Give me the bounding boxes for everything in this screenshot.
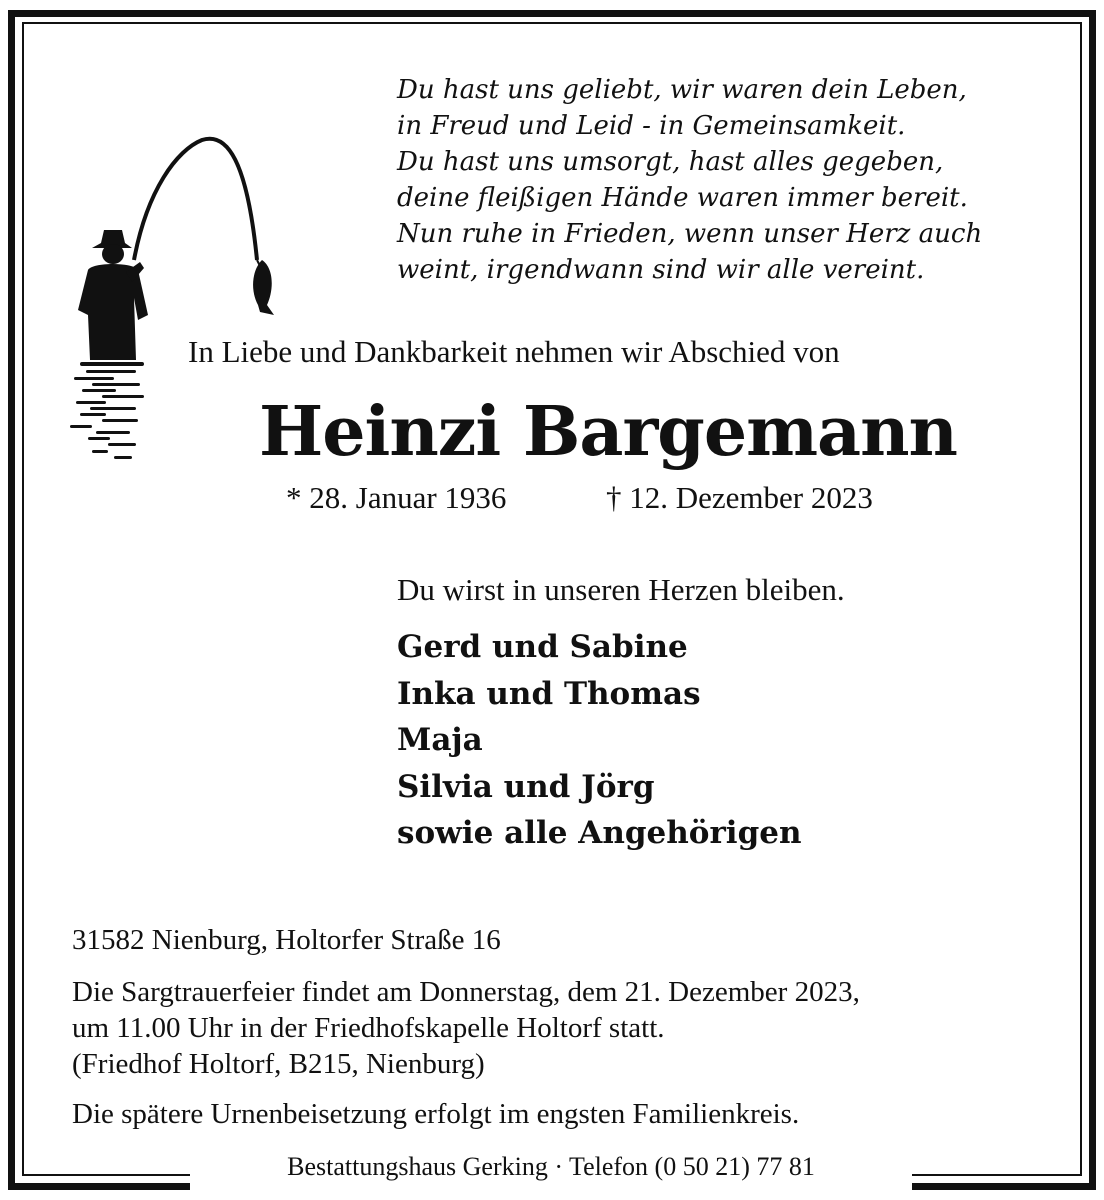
- ceremony-info: [72, 974, 860, 1082]
- poem-line: Du hast uns umsorgt, hast alles gegeben,: [397, 147, 944, 177]
- poem-line: Du hast uns geliebt, wir waren dein Leben,: [397, 75, 967, 105]
- birth-date: * 28. Januar 1936: [286, 480, 507, 515]
- funeral-home-footer: Bestattungshaus Gerking · Telefon (0 50 21) 77 81: [287, 1152, 815, 1181]
- mourner: sowie alle Angehörigen: [397, 815, 802, 851]
- ceremony-line: Die Sargtrauerfeier findet am Donnerstag, dem 21. Dezember 2023,: [72, 976, 860, 1008]
- mourners-list: [397, 624, 802, 857]
- closing-line: Du wirst in unseren Herzen bleiben.: [397, 572, 845, 607]
- burial-info: Die spätere Urnenbeisetzung erfolgt im engsten Familienkreis.: [72, 1098, 800, 1130]
- farewell-intro: In Liebe und Dankbarkeit nehmen wir Abschied von: [188, 334, 840, 369]
- poem-line: weint, irgendwann sind wir alle vereint.: [397, 255, 925, 285]
- deceased-name: Heinzi Bargemann: [259, 392, 957, 472]
- poem-line: in Freud und Leid - in Gemeinsamkeit.: [397, 111, 906, 141]
- ceremony-line: (Friedhof Holtorf, B215, Nienburg): [72, 1048, 485, 1080]
- ceremony-line: um 11.00 Uhr in der Friedhofskapelle Holtorf statt.: [72, 1012, 665, 1044]
- poem-line: Nun ruhe in Frieden, wenn unser Herz auch: [397, 219, 983, 249]
- mourner: Maja: [397, 722, 483, 758]
- poem: [397, 72, 982, 288]
- mourner: Gerd und Sabine: [397, 629, 688, 665]
- poem-line: deine fleißigen Hände waren immer bereit.: [397, 183, 968, 213]
- death-date: † 12. Dezember 2023: [606, 480, 873, 515]
- address: 31582 Nienburg, Holtorfer Straße 16: [72, 924, 501, 956]
- mourner: Silvia und Jörg: [397, 768, 655, 805]
- mourner: Inka und Thomas: [397, 675, 701, 712]
